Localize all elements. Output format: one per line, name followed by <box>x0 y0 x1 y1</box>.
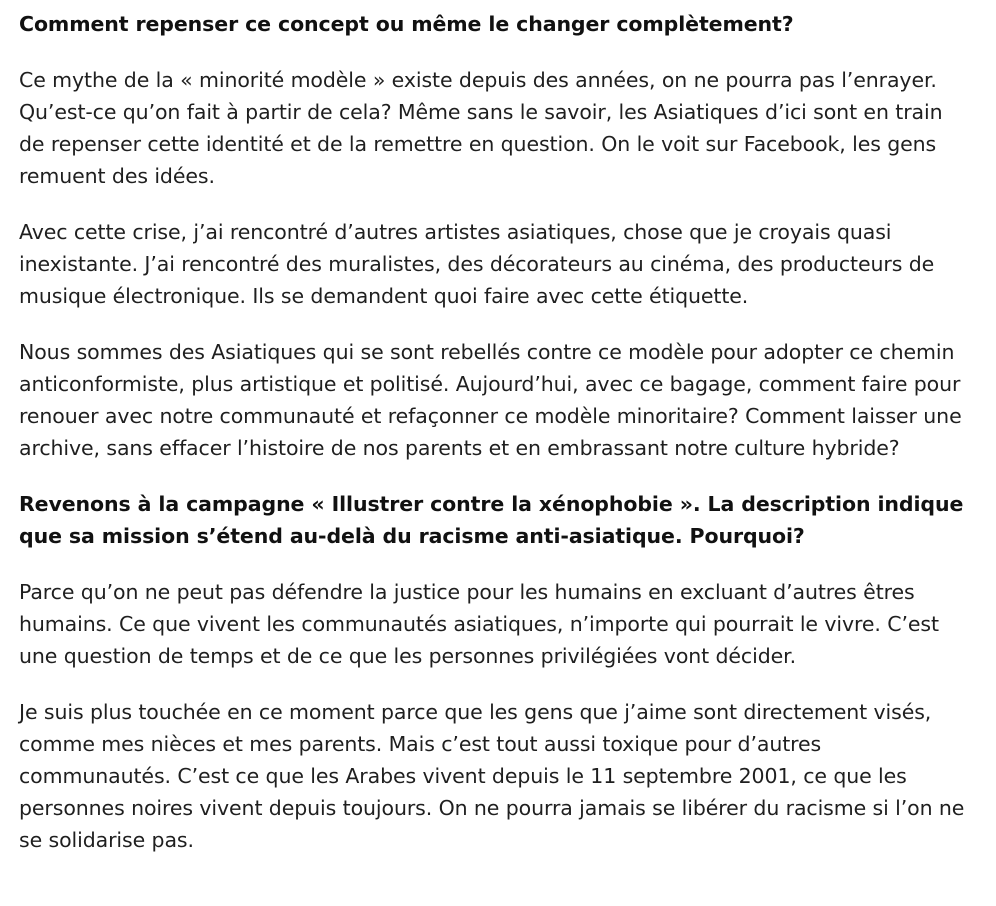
interview-answer-paragraph: Nous sommes des Asiatiques qui se sont rebellés contre ce modèle pour adopter ce chemin anticonformiste, plus artistique et politisé. Aujourd’hui, avec ce bagage, comment faire pour renouer avec notre communauté et refaçonner ce modèle minoritaire? Comment laisser une archive, sans effacer l’histoire de nos parents et en embrassant notre culture hybride? <box>19 340 962 460</box>
interview-answer-paragraph: Parce qu’on ne peut pas défendre la justice pour les humains en excluant d’autres êtres humains. Ce que vivent les communautés asiatiques, n’importe qui pourrait le vivre. C’est une question de temps et de ce que les personnes privilégiées vont décider. <box>19 580 939 668</box>
interview-question: Comment repenser ce concept ou même le changer complètement? <box>19 12 794 36</box>
interview-question: Revenons à la campagne « Illustrer contre la xénophobie ». La description indique que sa mission s’étend au-delà du racisme anti-asiatique. Pourquoi? <box>19 492 964 548</box>
interview-answer-paragraph: Avec cette crise, j’ai rencontré d’autres artistes asiatiques, chose que je croyais quasi inexistante. J’ai rencontré des muralistes, des décorateurs au cinéma, des producteurs de musique électronique. Ils se demandent quoi faire avec cette étiquette. <box>19 220 935 308</box>
interview-answer-paragraph: Ce mythe de la « minorité modèle » existe depuis des années, on ne pourra pas l’enrayer. Qu’est-ce qu’on fait à partir de cela? Même sans le savoir, les Asiatiques d’ici sont en train de repenser cette identité et de la remettre en question. On le voit sur Facebook, les gens remuent des idées. <box>19 68 943 188</box>
interview-answer-paragraph: Je suis plus touchée en ce moment parce que les gens que j’aime sont directement visés, comme mes nièces et mes parents. Mais c’est tout aussi toxique pour d’autres communautés. C’est ce que les Arabes vivent depuis le 11 septembre 2001, ce que les personnes noires vivent depuis toujours. On ne pourra jamais se libérer du racisme si l’on ne se solidarise pas. <box>19 700 965 852</box>
